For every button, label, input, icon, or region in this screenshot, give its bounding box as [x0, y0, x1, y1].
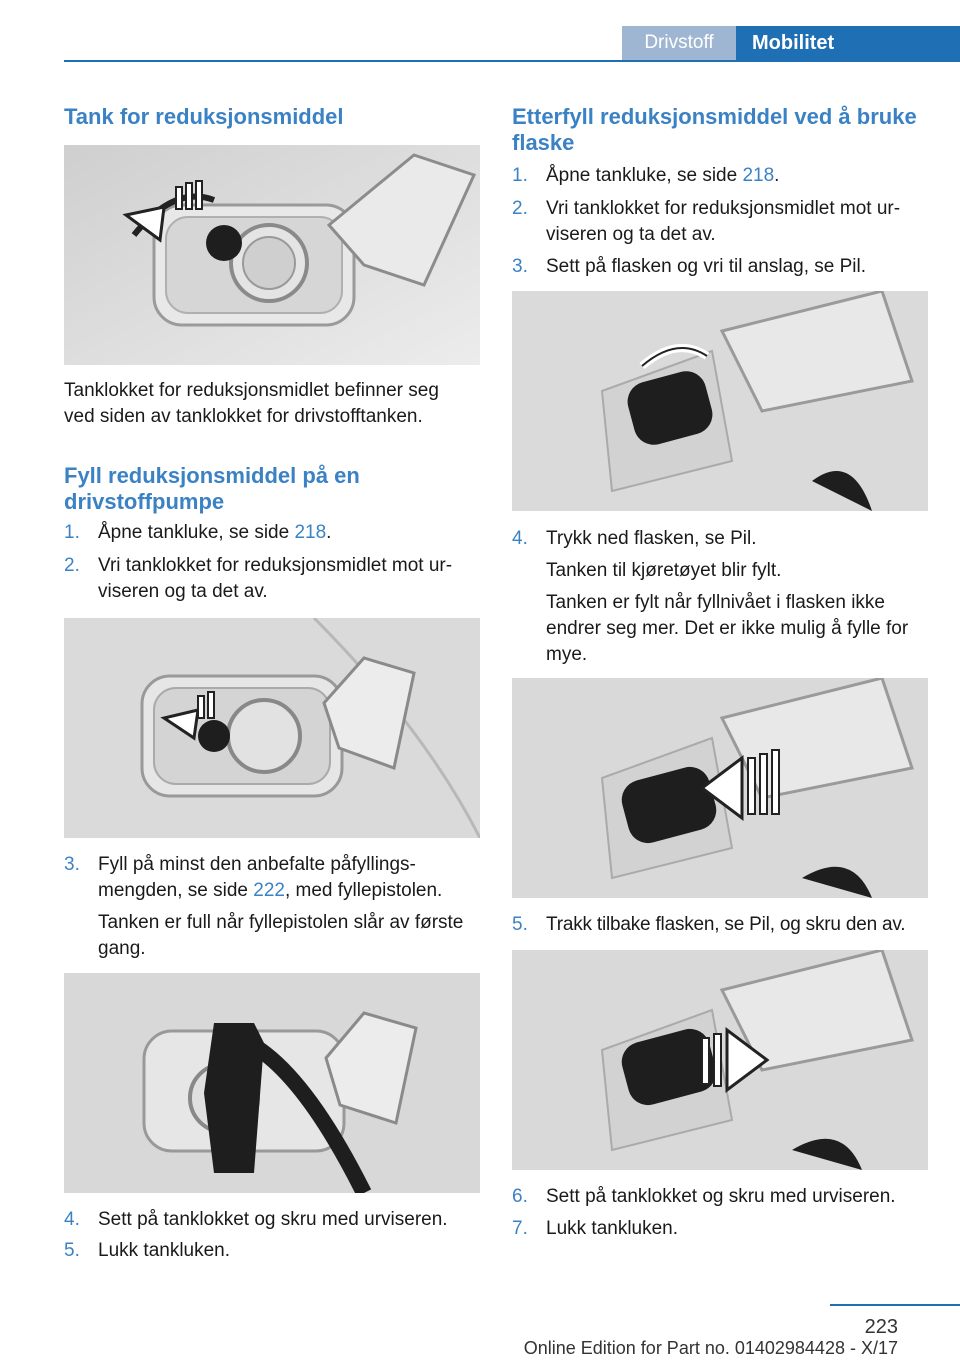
list-item	[512, 1216, 932, 1242]
step-text: Sett på tanklokket og skru med urviseren.	[546, 1186, 896, 1207]
caption-line-1: Tanklokket for reduksjonsmidlet befinner seg	[64, 380, 439, 401]
step-text: Vri tanklokket for reduksjonsmidlet mot ur-	[546, 198, 901, 219]
image-tank-cap	[64, 145, 480, 365]
list-item	[64, 1238, 484, 1264]
edition-note: Online Edition for Part no. 01402984428 - X/17	[523, 1338, 898, 1358]
chapter-tab-mobilitet[interactable]: Mobilitet	[736, 26, 960, 60]
step-note: mye.	[546, 644, 588, 665]
step-text: Lukk tankluken.	[546, 1218, 679, 1239]
header-rule	[64, 60, 960, 62]
image-fuel-nozzle	[64, 973, 480, 1193]
step-text: Sett på flasken og vri til anslag, se Pil.	[546, 256, 866, 277]
caption-line-2: ved siden av tanklokket for drivstofftanken.	[64, 406, 423, 427]
step-text: Vri tanklokket for reduksjonsmidlet mot ur-	[98, 555, 453, 576]
step-number: 2.	[64, 555, 80, 576]
list-item	[512, 912, 952, 938]
step-note: endrer seg mer. Det er ikke mulig å fylle for	[546, 618, 909, 639]
list-item	[512, 254, 932, 280]
step-number: 4.	[512, 528, 528, 549]
list-item	[512, 1184, 932, 1210]
list-item	[64, 1207, 484, 1233]
step-note: Tanken er fylt når fyllnivået i flasken ikke	[546, 592, 885, 613]
step-text: mengden, se side 222, med fyllepistolen.	[98, 880, 443, 901]
step-number: 3.	[64, 854, 80, 875]
footer-rule	[830, 1304, 960, 1306]
list-item	[512, 196, 932, 248]
step-text: Sett på tanklokket og skru med urviseren.	[98, 1209, 448, 1230]
step-note: gang.	[98, 938, 146, 959]
list-item	[64, 553, 484, 605]
step-text: viseren og ta det av.	[98, 581, 268, 602]
heading-pump-line1: Fyll reduksjonsmiddel på en	[64, 463, 360, 488]
image-bottle-withdraw	[512, 950, 928, 1170]
step-text: Fyll på minst den anbefalte påfyllings-	[98, 854, 416, 875]
step-text: Lukk tankluken.	[98, 1240, 231, 1261]
heading-bottle-line2: flaske	[512, 130, 575, 155]
image-bottle-twist	[512, 291, 928, 511]
heading-pump-line2: drivstoffpumpe	[64, 489, 225, 514]
list-item	[64, 520, 484, 546]
list-item	[512, 163, 932, 189]
image-remove-cap	[64, 618, 480, 838]
page-link-218[interactable]: 218	[294, 522, 327, 543]
step-note: Tanken til kjøretøyet blir fylt.	[546, 560, 782, 581]
section-tab-drivstoff[interactable]: Drivstoff	[622, 26, 736, 60]
step-number: 3.	[512, 256, 528, 277]
heading-tank: Tank for reduksjonsmiddel	[64, 104, 344, 129]
step-text: Trakk tilbake flasken, se Pil, og skru den av.	[546, 914, 906, 935]
heading-bottle-line1: Etterfyll reduksjonsmiddel ved å bruke	[512, 104, 917, 129]
step-number: 7.	[512, 1218, 528, 1239]
list-item	[64, 852, 484, 959]
step-text: Trykk ned flasken, se Pil.	[546, 528, 757, 549]
step-text: Åpne tankluke, se side 218.	[98, 522, 332, 543]
step-number: 1.	[64, 522, 80, 543]
step-number: 2.	[512, 198, 528, 219]
step-number: 5.	[64, 1240, 80, 1261]
page-link-218[interactable]: 218	[742, 165, 775, 186]
step-number: 1.	[512, 165, 528, 186]
page-number: 223	[864, 1316, 898, 1338]
step-number: 4.	[64, 1209, 80, 1230]
step-text: Åpne tankluke, se side 218.	[546, 165, 780, 186]
page-link-222[interactable]: 222	[253, 880, 285, 901]
step-number: 5.	[512, 914, 528, 935]
step-note: Tanken er full når fyllepistolen slår av første	[98, 912, 464, 933]
image-bottle-press	[512, 678, 928, 898]
step-text: viseren og ta det av.	[546, 224, 716, 245]
step-number: 6.	[512, 1186, 528, 1207]
list-item	[512, 526, 932, 665]
